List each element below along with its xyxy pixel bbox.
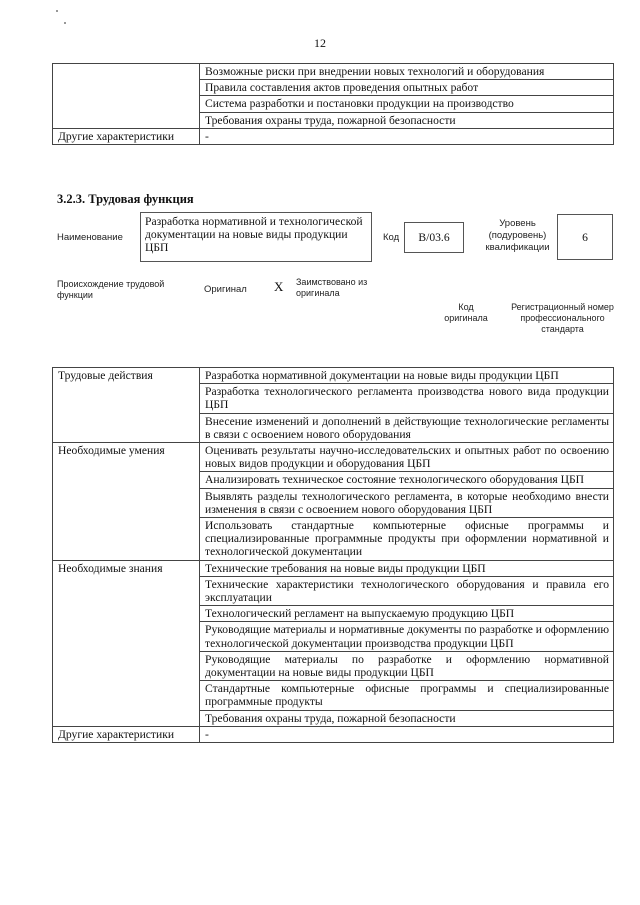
row-item: Стандартные компьютерные офисные программы и специализированные программные продукты [200,681,614,710]
row-item: Разработка нормативной документации на новые виды продукции ЦБП [200,368,614,384]
row-item: Система разработки и постановки продукции на производство [200,96,614,112]
code-value-box: B/03.6 [404,222,464,253]
row-item: - [200,726,614,742]
name-label: Наименование [57,232,123,243]
row-label: Необходимые умения [53,443,200,561]
table-row [53,64,614,80]
top-knowledge-table [52,63,614,145]
row-item: Использовать стандартные компьютерные офисные программы и специализированные программные продукты при оформлении нормативной и технологической документации [200,518,614,561]
row-item: Руководящие материалы и нормативные документы по разработке и оформлению технологической документации производства продукции ЦБП [200,622,614,651]
row-item: Оценивать результаты научно-исследовательских и опытных работ по освоению новых видов продукции и оборудования ЦБП [200,443,614,472]
row-item: Внесение изменений и дополнений в действующие технологические регламенты в связи с освоением нового оборудования [200,413,614,442]
row-item: Технологический регламент на выпускаемую продукцию ЦБП [200,606,614,622]
row-item: Технические характеристики технологического оборудования и правила его эксплуатации [200,576,614,605]
row-item: Требования охраны труда, пожарной безопасности [200,710,614,726]
row-item: Выявлять разделы технологического регламента, в которые необходимо внести изменения в связи с освоением нового оборудования ЦБП [200,488,614,517]
level-label: Уровень (подуровень) квалификации [485,218,550,253]
page-number: 12 [314,36,326,50]
table-row [53,128,614,144]
row-item: Разработка технологического регламента производства нового вида продукции ЦБП [200,384,614,413]
row-label: Трудовые действия [53,368,200,443]
row-item: Возможные риски при внедрении новых технологий и оборудования [200,64,614,80]
borrowed-label: Заимствовано из оригинала [296,277,368,298]
section-title: 3.2.3. Трудовая функция [57,192,194,206]
table-row [53,560,614,576]
row-item: - [200,128,614,144]
row-label: Другие характеристики [53,128,200,144]
table-row [53,726,614,742]
original-code-label: Код оригинала [444,302,488,323]
row-item: Правила составления актов проведения опытных работ [200,80,614,96]
original-label: Оригинал [204,284,247,295]
row-label [53,64,200,129]
code-label: Код [383,232,400,243]
table-row [53,368,614,384]
function-name-box: Разработка нормативной и технологической документации на новые виды продукции ЦБП [140,212,372,262]
original-mark: X [274,279,284,294]
row-item: Требования охраны труда, пожарной безопасности [200,112,614,128]
row-item: Руководящие материалы по разработке и оформлению нормативной документации на новые виды продукции ЦБП [200,651,614,680]
row-item: Технические требования на новые виды продукции ЦБП [200,560,614,576]
row-label: Необходимые знания [53,560,200,726]
registration-number-label: Регистрационный номер профессионального стандарта [511,302,614,334]
level-value-box: 6 [557,214,613,260]
scan-speck [64,22,66,24]
row-item: Анализировать техническое состояние технологического оборудования ЦБП [200,472,614,488]
row-label: Другие характеристики [53,726,200,742]
origin-label: Происхождение трудовой функции [57,279,165,300]
scan-speck [56,10,58,12]
table-row [53,443,614,472]
labor-function-table [52,367,614,743]
